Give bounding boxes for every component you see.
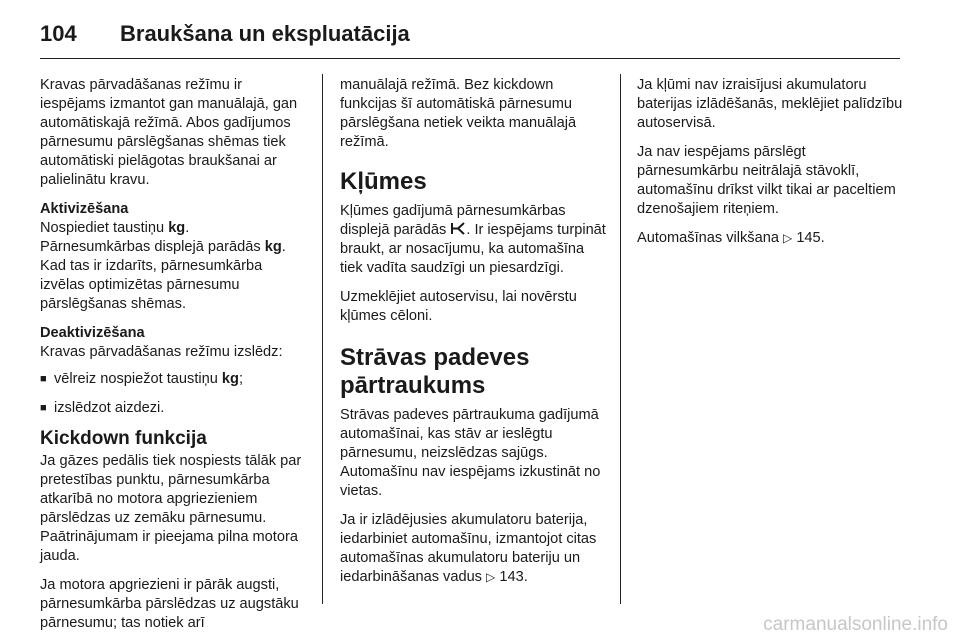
column-2 bbox=[340, 76, 610, 597]
faults-paragraph-2: Uzmeklējiet autoservisu, lai novērstu kļūmes cēloni. bbox=[340, 289, 577, 324]
bullet-square-icon: ■ bbox=[40, 402, 47, 414]
power-heading: Strāvas padeves pārtraukums bbox=[340, 344, 530, 399]
kickdown-paragraph-1: Ja gāzes pedālis tiek nospiests tālāk par pretestības punktu, pārnesumkārba atkarībā no motora apgriezieniem pārslēdzas uz zemāku pārnesumu. Paātrinājumam ir pieejama pilna motora jauda. bbox=[40, 453, 302, 564]
watermark: carmanualsonline.info bbox=[763, 614, 948, 635]
intro-paragraph: Kravas pārvadāšanas režīmu ir iespējams izmantot gan manuālajā, gan automātiskajā režīmā. Abos gadījumos pārnesumu pārslēgšanas shēmas tiek automātiski pielāgotas braukšanai ar palielinātu kravu. bbox=[40, 77, 298, 188]
header-divider bbox=[40, 58, 900, 59]
column-1 bbox=[40, 76, 310, 643]
kg-display-label: kg bbox=[264, 239, 282, 255]
col3-paragraph-1: Ja kļūmi nav izraisījusi akumulatoru baterijas izlādēšanās, meklējiet palīdzību autoservisā. bbox=[637, 77, 903, 131]
kickdown-paragraph-2: Ja motora apgriezieni ir pārāk augsti, pārnesumkārba pārslēdzas uz augstāku pārnesumu; tas notiek arī bbox=[40, 577, 299, 631]
page-header bbox=[40, 14, 900, 54]
kickdown-continued: manuālajā režīmā. Bez kickdown funkcijas šī automātiskā pārnesumu pārslēgšana netiek veikta manuālajā režīmā. bbox=[340, 77, 577, 150]
activation-heading: Aktivizēšana bbox=[40, 201, 129, 217]
page-reference-arrow-icon: ▷ bbox=[486, 570, 496, 584]
deactivation-text: Kravas pārvadāšanas režīmu izslēdz: bbox=[40, 344, 283, 360]
column-divider-1 bbox=[322, 74, 323, 604]
deactivation-heading: Deaktivizēšana bbox=[40, 325, 145, 341]
transmission-fault-icon bbox=[450, 222, 466, 238]
power-paragraph-2: Ja ir izlādējusies akumulatoru baterija, iedarbiniet automašīnu, izmantojot citas automašīnas akumulatoru bateriju un iedarbināšanas vadus ▷ 143. bbox=[340, 512, 597, 585]
page-title: Braukšana un ekspluatācija bbox=[120, 21, 410, 46]
list-item: ■ izslēdzot aizdezi. bbox=[40, 400, 165, 416]
bullet-square-icon: ■ bbox=[40, 373, 47, 385]
column-3 bbox=[637, 76, 907, 258]
list-item: ■ vēlreiz nospiežot taustiņu kg; bbox=[40, 371, 244, 387]
page-reference-143[interactable]: 143 bbox=[499, 569, 524, 585]
faults-paragraph-1: Kļūmes gadījumā pārnesumkārbas displejā parādās . Ir iespējams turpināt braukt, ar nosacījumu, ka automašīna tiek vadīta saudzīgi un piesardzīgi. bbox=[340, 203, 606, 276]
power-paragraph-1: Strāvas padeves pārtraukuma gadījumā automašīnai, kas stāv ar ieslēgtu pārnesumu, neizslēdzas sajūgs. Automašīnu nav iespējams izkustināt no vietas. bbox=[340, 407, 601, 499]
page-number: 104 bbox=[40, 21, 77, 46]
activation-paragraph-2: Pārnesumkārbas displejā parādās kg. Kad tas ir izdarīts, pārnesumkārba izvēlas optimizētas pārnesumu pārslēgšanas shēmas. bbox=[40, 239, 286, 312]
column-divider-2 bbox=[620, 74, 621, 604]
kickdown-heading: Kickdown funkcija bbox=[40, 428, 207, 449]
col3-paragraph-2: Ja nav iespējams pārslēgt pārnesumkārbu neitrālajā stāvoklī, automašīnu drīkst vilkt tikai ar paceltiem dzenošajiem riteņiem. bbox=[637, 144, 896, 217]
activation-paragraph-1: Nospiediet taustiņu kg. bbox=[40, 220, 190, 236]
page-reference-145[interactable]: 145 bbox=[796, 230, 821, 246]
faults-heading: Kļūmes bbox=[340, 168, 427, 195]
page-reference-arrow-icon: ▷ bbox=[783, 231, 793, 245]
kg-key-label: kg bbox=[168, 220, 186, 236]
col3-paragraph-3: Automašīnas vilkšana ▷ 145. bbox=[637, 230, 825, 246]
